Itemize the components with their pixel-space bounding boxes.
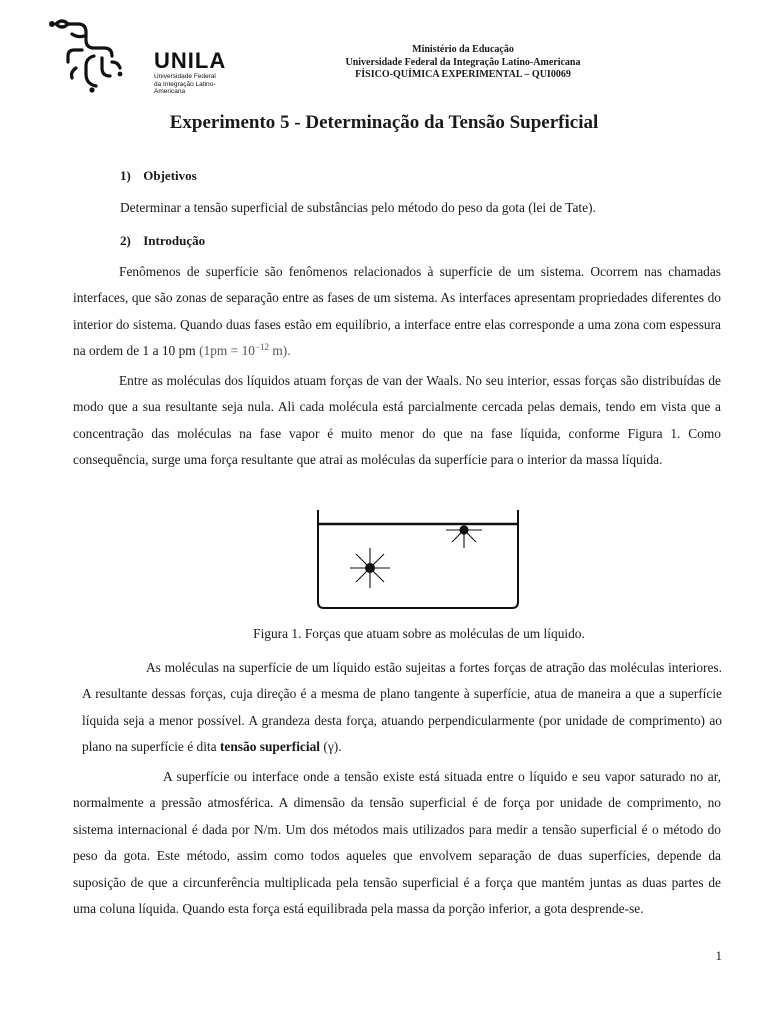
interior-molecule	[365, 563, 375, 573]
unit-note	[199, 343, 291, 358]
header-line-course: FÍSICO-QUÍMICA EXPERIMENTAL – QUI0069	[355, 69, 571, 80]
logo-subtitle: Universidade Federal da Integração Latino-Americana	[154, 73, 216, 95]
paragraph-4	[73, 764, 721, 922]
paragraph-2	[73, 368, 721, 474]
unit-note-text: (1pm = 10	[199, 343, 255, 359]
liquid-forces-diagram	[296, 506, 546, 614]
paragraph-3	[82, 655, 722, 761]
section-number: 2)	[120, 233, 131, 248]
section-heading-introducao	[120, 233, 205, 249]
unit-exponent: −12	[254, 342, 270, 353]
paragraph-3-end: (γ).	[320, 739, 342, 755]
paragraph-2-text: Entre as moléculas dos líquidos atuam forças de van der Waals. No seu interior, essas forças são distribuídas de modo que a sua resultante seja nula. Ali cada molécula está parcialmente cercada pelas demais, tendo em vista que a concentração das moléculas na fase vapor é muito menor do que na fase líquida, conforme Figura 1. Como consequência, surge uma força resultante que atrai as moléculas da superfície para o interior da massa líquida.	[73, 373, 721, 468]
objective-text: Determinar a tensão superficial de substâncias pelo método do peso da gota (lei de Tate).	[120, 200, 596, 215]
section-title: Objetivos	[143, 168, 197, 183]
section-number: 1)	[120, 168, 131, 183]
figure-1-diagram	[296, 506, 546, 614]
paragraph-3-text: As moléculas na superfície de um líquido estão sujeitas a fortes forças de atração das moléculas interiores. A resultante dessas forças, cuja direção é a mesma de plano tangente à superfície, atua de maneira a que a superfície líquida seja a menor possível. A grandeza desta força, atuando perpendicularmente (por unidade de comprimento) ao plano na superfície é dita	[82, 660, 722, 755]
paragraph-1	[73, 259, 721, 365]
section-title: Introdução	[143, 233, 206, 248]
section-heading-objetivos	[120, 168, 197, 184]
paragraph-4-text: A superfície ou interface onde a tensão existe está situada entre o líquido e seu vapor saturado no ar, normalmente a pressão atmosférica. A dimensão da tensão superficial é de força por unidade de comprimento, no sistema internacional é dada por N/m. Um dos métodos mais utilizados para medir a tensão superficial é o método do peso da gota. Este método, assim como todos aqueles que envolvem separação de duas superfícies, depende da suposição de que a circunferência multiplicada pela tensão superficial é a força que mantém juntas as duas partes de uma coluna líquida. Quando esta força está equilibrada pela massa da porção inferior, a gota desprende-se.	[73, 769, 721, 917]
figure-1-caption: Figura 1. Forças que atuam sobre as moléculas de um líquido.	[253, 626, 585, 641]
surface-tension-term: tensão superficial	[219, 739, 321, 755]
institution-header	[300, 44, 626, 82]
page-number: 1	[715, 948, 722, 963]
header-line-ministry: Ministério da Educação	[412, 44, 514, 55]
unit-note-end: m).	[269, 343, 291, 359]
paragraph-1-text: Fenômenos de superfície são fenômenos relacionados à superfície de um sistema. Ocorrem nas chamadas interfaces, que são zonas de separação entre as fases de um sistema. As interfaces apresentam propriedades diferentes do interior do sistema. Quando duas fases estão em equilíbrio, a interface entre elas corresponde a uma zona com espessura na ordem de 1 a 10 pm	[73, 264, 721, 359]
unila-emblem-icon	[42, 10, 152, 98]
header-line-university: Universidade Federal da Integração Latino-Americana	[345, 56, 581, 68]
unila-logo	[42, 10, 227, 98]
document-title: Experimento 5 - Determinação da Tensão Superficial	[169, 112, 599, 133]
surface-molecule	[459, 525, 468, 534]
logo-text	[154, 50, 226, 96]
logo-name: UNILA	[154, 48, 227, 73]
